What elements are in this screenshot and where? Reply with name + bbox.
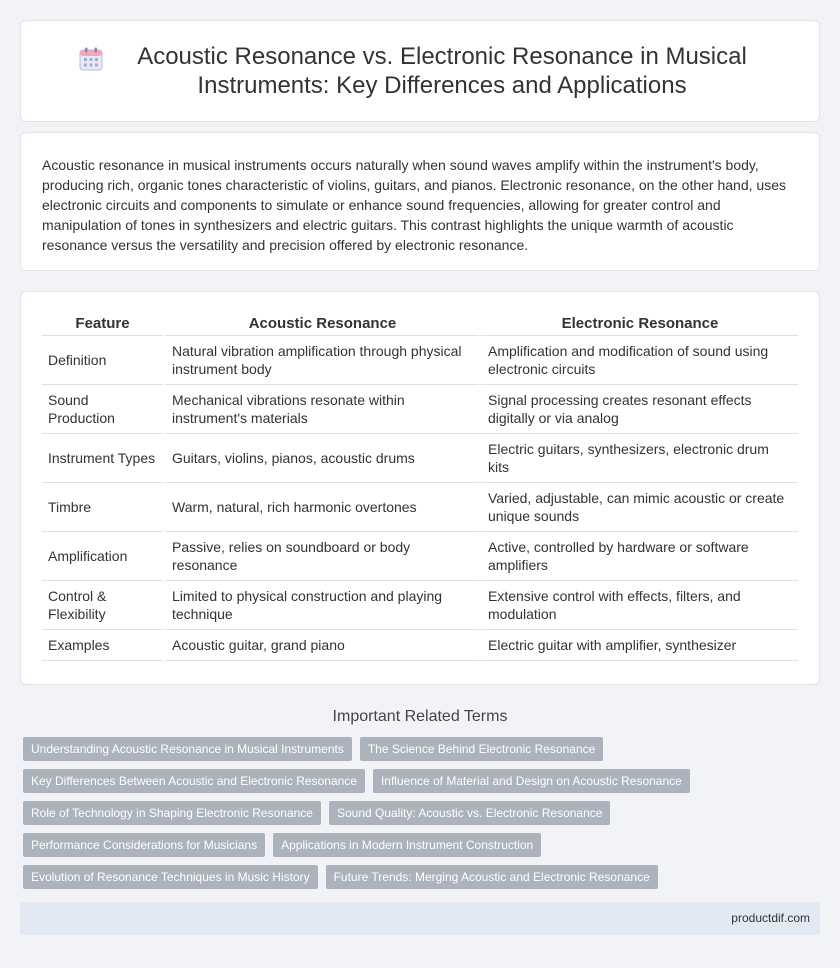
electronic-cell: Electric guitar with amplifier, synthesizer — [479, 630, 798, 661]
electronic-cell: Extensive control with effects, filters, and modulation — [479, 581, 798, 630]
related-term-link[interactable]: The Science Behind Electronic Resonance — [360, 737, 603, 761]
header-feature: Feature — [42, 313, 163, 336]
feature-cell: Amplification — [42, 532, 163, 581]
feature-cell: Sound Production — [42, 385, 163, 434]
table-header-row — [42, 313, 798, 336]
header-card — [20, 20, 820, 122]
feature-cell: Timbre — [42, 483, 163, 532]
comparison-card — [20, 291, 820, 685]
related-term-link[interactable]: Sound Quality: Acoustic vs. Electronic Resonance — [329, 801, 610, 825]
related-term-link[interactable]: Evolution of Resonance Techniques in Music History — [23, 865, 318, 889]
footer — [20, 902, 820, 935]
related-term-link[interactable]: Influence of Material and Design on Acoustic Resonance — [373, 769, 690, 793]
electronic-cell: Amplification and modification of sound using electronic circuits — [479, 336, 798, 385]
calendar-icon — [78, 46, 104, 72]
acoustic-cell: Passive, relies on soundboard or body resonance — [163, 532, 479, 581]
related-term-link[interactable]: Key Differences Between Acoustic and Electronic Resonance — [23, 769, 365, 793]
electronic-cell: Signal processing creates resonant effects digitally or via analog — [479, 385, 798, 434]
related-term-link[interactable]: Understanding Acoustic Resonance in Musical Instruments — [23, 737, 352, 761]
acoustic-cell: Warm, natural, rich harmonic overtones — [163, 483, 479, 532]
related-terms-list — [20, 737, 820, 889]
header-acoustic: Acoustic Resonance — [163, 313, 479, 336]
feature-cell: Examples — [42, 630, 163, 661]
header — [78, 42, 762, 100]
page-title: Acoustic Resonance vs. Electronic Resonance in Musical Instruments: Key Differences and Applications — [137, 43, 747, 99]
related-term-link[interactable]: Applications in Modern Instrument Construction — [273, 833, 541, 857]
acoustic-cell: Natural vibration amplification through physical instrument body — [163, 336, 479, 385]
feature-cell: Instrument Types — [42, 434, 163, 483]
intro-text: Acoustic resonance in musical instruments occurs naturally when sound waves amplify within the instrument's body, producing rich, organic tones characteristic of violins, guitars, and pianos. Electronic resonance, on the other hand, uses electronic circuits and components to simulate or enhance sound frequencies, allowing for greater control and manipulation of tones in synthesizers and electric guitars. This contrast highlights the unique warmth of acoustic resonance versus the versatility and precision offered by electronic resonance. — [42, 157, 786, 253]
header-electronic: Electronic Resonance — [479, 313, 798, 336]
electronic-cell: Active, controlled by hardware or software amplifiers — [479, 532, 798, 581]
electronic-cell: Electric guitars, synthesizers, electronic drum kits — [479, 434, 798, 483]
acoustic-cell: Limited to physical construction and playing technique — [163, 581, 479, 630]
table-row — [42, 336, 798, 385]
acoustic-cell: Acoustic guitar, grand piano — [163, 630, 479, 661]
comparison-table — [42, 313, 798, 661]
related-term-link[interactable]: Role of Technology in Shaping Electronic Resonance — [23, 801, 321, 825]
acoustic-cell: Guitars, violins, pianos, acoustic drums — [163, 434, 479, 483]
related-term-link[interactable]: Performance Considerations for Musicians — [23, 833, 265, 857]
related-terms-title: Important Related Terms — [332, 708, 508, 725]
site-name[interactable]: productdif.com — [731, 911, 810, 925]
electronic-cell: Varied, adjustable, can mimic acoustic or create unique sounds — [479, 483, 798, 532]
table-row — [42, 532, 798, 581]
table-row — [42, 483, 798, 532]
table-row — [42, 630, 798, 661]
table-row — [42, 434, 798, 483]
table-row — [42, 385, 798, 434]
related-term-link[interactable]: Future Trends: Merging Acoustic and Electronic Resonance — [326, 865, 658, 889]
acoustic-cell: Mechanical vibrations resonate within instrument's materials — [163, 385, 479, 434]
intro-card — [20, 132, 820, 271]
feature-cell: Definition — [42, 336, 163, 385]
table-row — [42, 581, 798, 630]
feature-cell: Control & Flexibility — [42, 581, 163, 630]
